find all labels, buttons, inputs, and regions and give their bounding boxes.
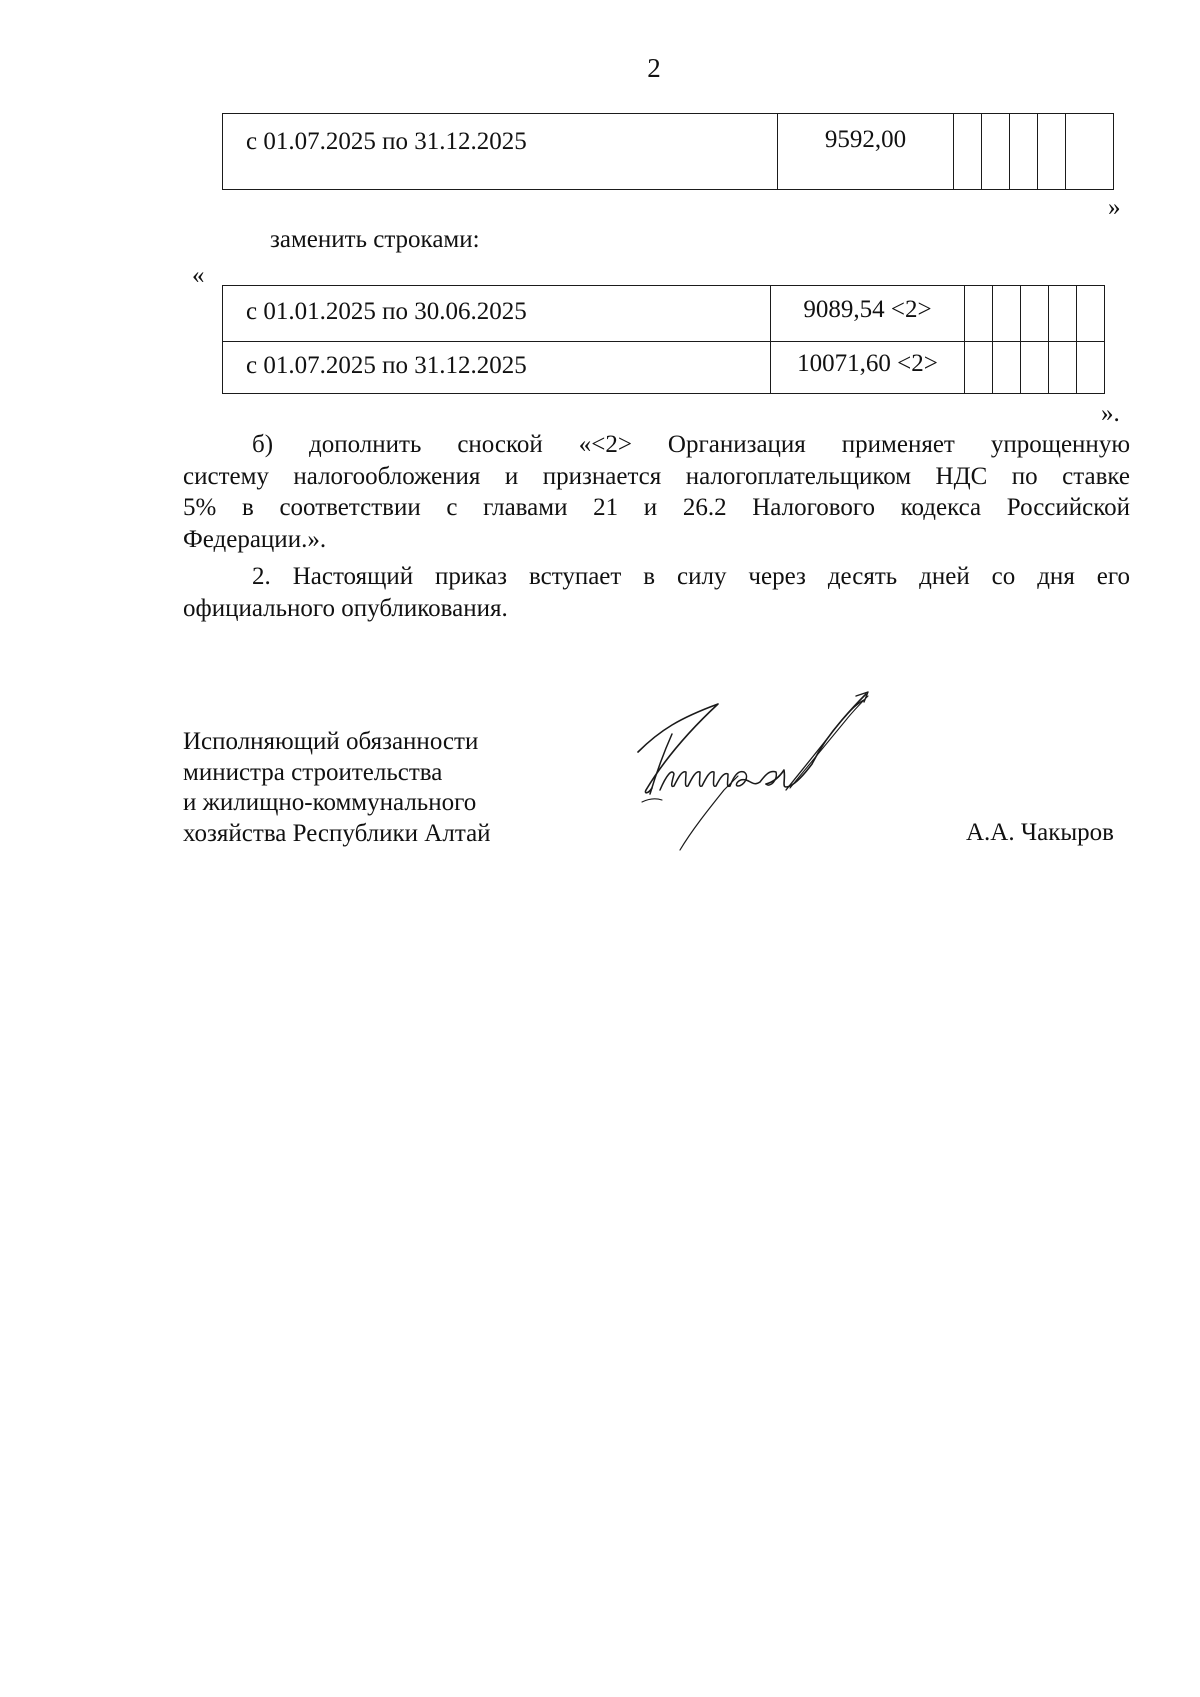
signatory-title-line: и жилищно-коммунального	[183, 789, 477, 816]
empty-cell	[1077, 342, 1105, 394]
closing-quote: »	[1108, 194, 1121, 221]
empty-cell	[1021, 286, 1049, 342]
signatory-title-line: министра строительства	[183, 758, 443, 786]
empty-cell	[1049, 286, 1077, 342]
empty-cell	[993, 342, 1021, 394]
signatory-name: А.А. Чакыров	[966, 819, 1114, 846]
table-row	[223, 286, 1105, 342]
replace-label: заменить строками:	[270, 226, 480, 253]
period-text: с 01.07.2025 по 31.12.2025	[246, 128, 527, 155]
empty-cell	[1049, 342, 1077, 394]
table-row	[223, 114, 1114, 190]
value-text: 9089,54 <2>	[803, 296, 932, 323]
empty-cell	[982, 114, 1010, 190]
old-rate-table	[222, 113, 1114, 190]
value-cell	[771, 342, 965, 394]
empty-cell	[954, 114, 982, 190]
period-text: с 01.01.2025 по 30.06.2025	[246, 298, 527, 325]
table-row	[223, 342, 1105, 394]
value-cell	[771, 286, 965, 342]
empty-cell	[965, 342, 993, 394]
footnote-paragraph	[183, 429, 1130, 555]
signatory-title	[183, 727, 491, 849]
empty-cell	[1010, 114, 1038, 190]
period-cell	[223, 286, 771, 342]
empty-cell	[1038, 114, 1066, 190]
empty-cell	[965, 286, 993, 342]
opening-quote: «	[192, 262, 205, 289]
signature-image	[620, 690, 910, 870]
empty-cell	[1077, 286, 1105, 342]
period-text: с 01.07.2025 по 31.12.2025	[246, 352, 527, 379]
closing-quote-period: ».	[1101, 400, 1120, 427]
paragraph-line: 5% в соответствии с главами 21 и 26.2 Налогового кодекса Российской	[183, 494, 1130, 522]
paragraph-line: б) дополнить сноской «<2> Организация применяет упрощенную	[252, 431, 1130, 458]
period-cell	[223, 342, 771, 394]
page-number: 2	[647, 53, 661, 83]
empty-cell	[1066, 114, 1114, 190]
empty-cell	[1021, 342, 1049, 394]
value-cell	[778, 114, 954, 190]
effective-date-paragraph	[183, 561, 1130, 624]
signatory-title-line: хозяйства Республики Алтай	[183, 819, 491, 847]
new-rate-table	[222, 285, 1105, 394]
signatory-title-line: Исполняющий обязанности	[183, 728, 479, 755]
paragraph-line: Федерации.».	[183, 525, 327, 553]
period-cell	[223, 114, 778, 190]
empty-cell	[993, 286, 1021, 342]
paragraph-line: официального опубликования.	[183, 594, 508, 622]
value-text: 10071,60 <2>	[797, 350, 938, 377]
paragraph-line: систему налогообложения и признается налогоплательщиком НДС по ставке	[183, 462, 1130, 490]
value-text: 9592,00	[824, 126, 907, 153]
paragraph-line: 2. Настоящий приказ вступает в силу через десять дней со дня его	[252, 563, 1130, 590]
